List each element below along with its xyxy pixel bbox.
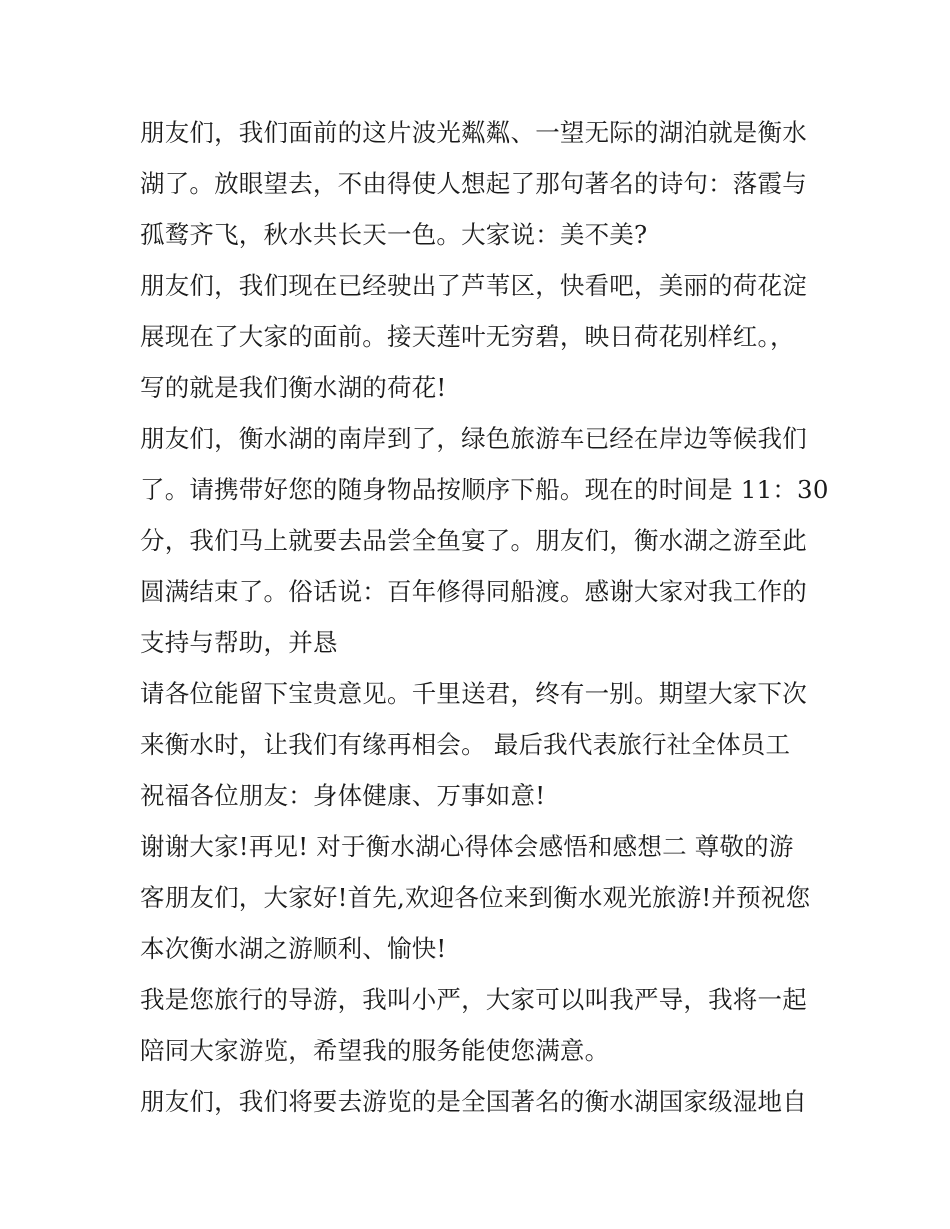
text-line: 祝福各位朋友：身体健康、万事如意! (140, 781, 546, 810)
text-line: 谢谢大家!再见! 对于衡水湖心得体会感悟和感想二 尊敬的游 (140, 832, 794, 861)
text-line: 客朋友们，大家好!首先,欢迎各位来到衡水观光旅游!并预祝您 (140, 883, 811, 912)
text-line: 支持与帮助，并恳 (140, 628, 338, 657)
text-line: 孤鹜齐飞，秋水共长天一色。大家说：美不美? (140, 220, 648, 249)
text-line: 朋友们，我们将要去游览的是全国著名的衡水湖国家级湿地自 (140, 1087, 807, 1116)
text-line: 展现在了大家的面前。接天莲叶无穷碧，映日荷花别样红。， (140, 322, 795, 351)
text-line: 请各位能留下宝贵意见。千里送君，终有一别。期望大家下次 (140, 679, 807, 708)
text-line: 朋友们，我们现在已经驶出了芦苇区，快看吧，美丽的荷花淀 (140, 271, 807, 300)
text-line: 圆满结束了。俗话说：百年修得同船渡。感谢大家对我工作的 (140, 577, 807, 606)
text-line: 朋友们，我们面前的这片波光粼粼、一望无际的湖泊就是衡水 (140, 118, 807, 147)
text-line: 朋友们，衡水湖的南岸到了，绿色旅游车已经在岸边等候我们 (140, 424, 807, 453)
text-line: 了。请携带好您的随身物品按顺序下船。现在的时间是 11：30 (140, 475, 829, 504)
text-line: 来衡水时，让我们有缘再相会。 最后我代表旅行社全体员工 (140, 730, 791, 759)
text-line: 本次衡水湖之游顺利、愉快! (140, 934, 447, 963)
text-line: 我是您旅行的导游，我叫小严，大家可以叫我严导，我将一起 (140, 985, 807, 1014)
text-line: 陪同大家游览，希望我的服务能使您满意。 (140, 1036, 610, 1065)
text-line: 湖了。放眼望去，不由得使人想起了那句著名的诗句：落霞与 (140, 169, 807, 198)
text-line: 写的就是我们衡水湖的荷花! (140, 373, 447, 402)
body-text (140, 107, 829, 1127)
text-line: 分，我们马上就要去品尝全鱼宴了。朋友们，衡水湖之游至此 (140, 526, 807, 555)
